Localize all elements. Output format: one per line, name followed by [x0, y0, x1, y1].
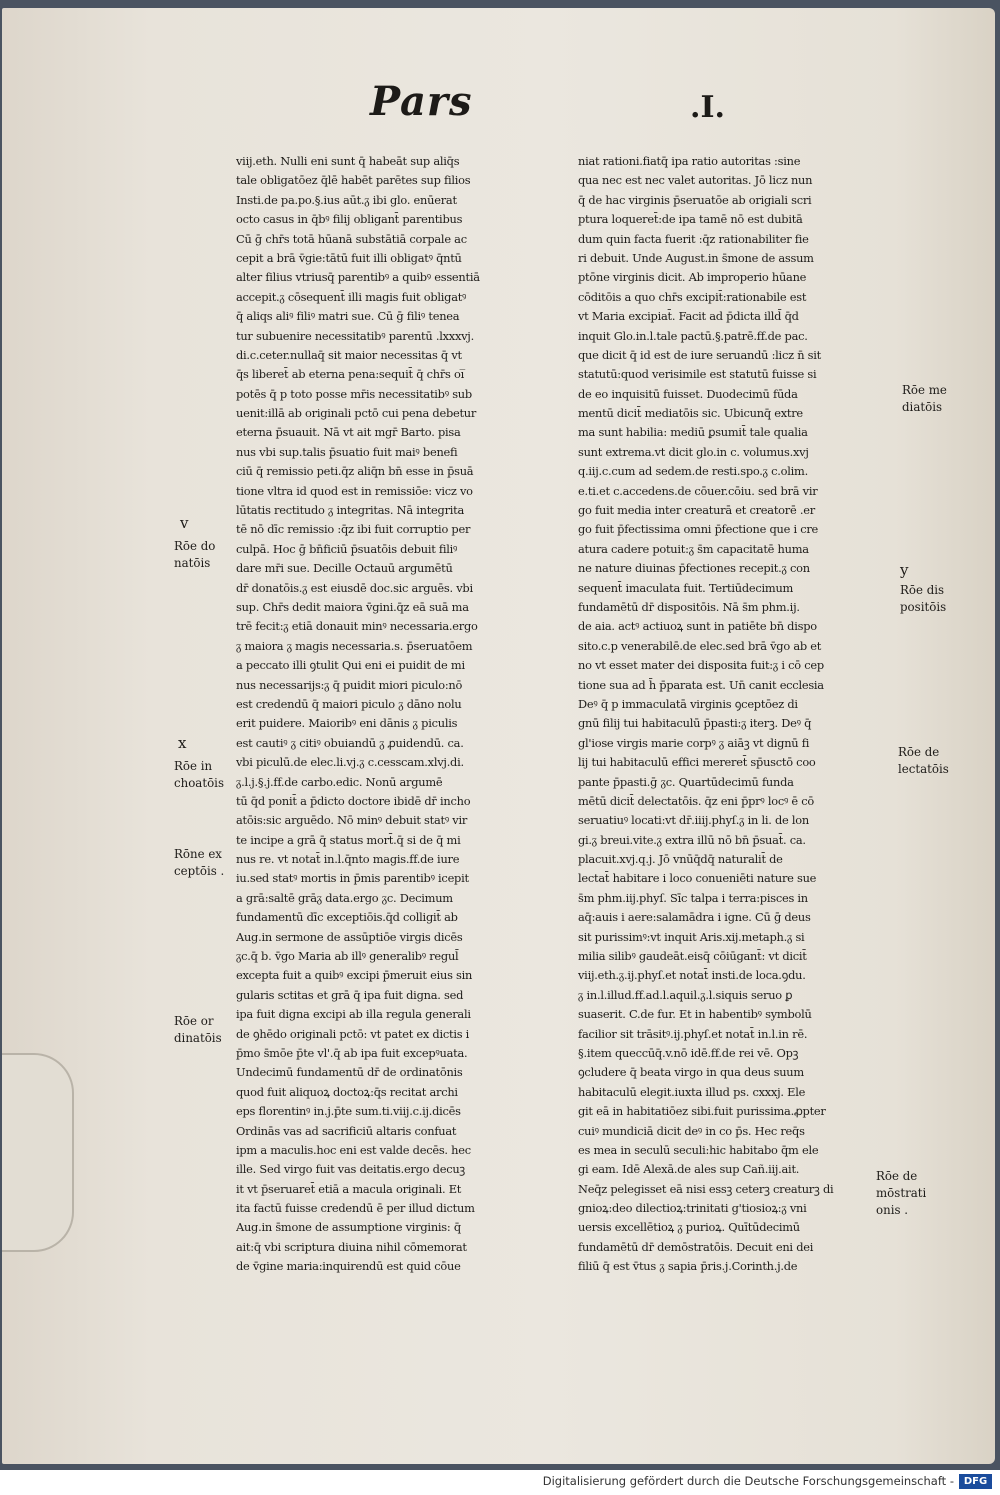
- text-line: tū q̄d ponit̄ a p̄dicto doctore ibidē dr̄ incho: [236, 793, 471, 808]
- text-line: ᵹc.q̄ b. v̄go Maria ab illꝰ generalibꝰ regul̄: [236, 949, 459, 964]
- footer-bar: [0, 1470, 1000, 1495]
- text-line: quod fuit aliquoꝝ doctoꝝ:q̄s recitat archi: [236, 1084, 458, 1099]
- text-line: nus re. vt notat̄ in.l.q̄nto magis.ff.de iure: [236, 852, 460, 867]
- text-line: accepit.ᵹ cōsequent̄ illi magis fuit obligatꝰ: [236, 289, 467, 304]
- text-line: sup. Chr̄s dedit maiora v̄gini.q̄z eā suā ma: [236, 599, 469, 614]
- text-line: Neq̄z pelegisset eā nisi essꝫ ceterꝫ creaturꝫ di: [578, 1181, 834, 1196]
- text-line: ait:q̄ vbi scriptura diuina nihil cōmemorat: [236, 1239, 467, 1254]
- text-line: dare mr̄i sue. Decille Octauū argumētū: [236, 561, 453, 576]
- text-line: eterna p̄suauit. Nā vt ait mgr̄ Barto. pisa: [236, 425, 461, 440]
- text-line: gnioꝝ:deo dilectioꝝ:trinitati g'tiosioꝝ:ᵹ vni: [578, 1201, 807, 1216]
- text-line: a grā:saltē grāᵹ data.ergo ᵹc. Decimum: [236, 890, 453, 905]
- text-line: gnū filij tui habitaculū p̄pasti:ᵹ iterꝫ. Deꝰ q̄: [578, 716, 812, 731]
- text-line: ri debuit. Unde August.in s̄mone de assum: [578, 250, 814, 265]
- text-line: s̄m phm.iij.phyſ. Sīc talpa i terra:pisces in: [578, 890, 808, 905]
- text-line: te incipe a grā q̄ status mort̄.q̄ si de q̄ mi: [236, 832, 461, 847]
- text-line: git eā in habitatiōez sibi.fuit purissima.ꝓpter: [578, 1104, 826, 1119]
- text-line: es mea in seculū seculi:hic habitabo q̄m ele: [578, 1142, 819, 1157]
- footer-credit: Digitalisierung gefördert durch die Deutsche Forschungsgemeinschaft -: [542, 1474, 954, 1488]
- text-line: §.item queccūq̄.v.nō idē.ff.de rei vē. Opꝫ: [578, 1045, 799, 1060]
- text-line: gl'iose virgis marie corpꝰ ᵹ aiāꝫ vt dignū fi: [578, 735, 810, 750]
- marginal-note-right: Rōe de mōstrati onis .: [876, 1169, 927, 1217]
- text-line: octo casus in q̄bꝰ filij obligant̄ parentibus: [236, 212, 463, 227]
- text-line: lūtatis rectitudo ᵹ integritas. Nā integrita: [236, 503, 465, 518]
- text-line: sunt extrema.vt dicit glo.in c. volumus.xvj: [578, 444, 809, 459]
- text-line: ᵹ in.l.illud.ff.ad.l.aquil.ᵹ.l.siquis seruo ꝑ: [578, 987, 793, 1002]
- text-line: tē nō dīc remissio :q̄z ibi fuit corruptio per: [236, 522, 471, 537]
- marginal-note-right: Rōe dis positōis: [900, 583, 947, 614]
- text-line: mētū dicit̄ delectatōis. q̄z eni p̄prꝰ locꝰ ē cō: [578, 793, 815, 808]
- text-line: potēs q̄ p toto posse mr̄is necessitatibꝰ sub: [236, 386, 472, 401]
- text-line: gi.ᵹ breui.vite.ᵹ extra illū nō bn̄ p̄suat̄. ca.: [578, 832, 806, 847]
- text-line: ᵹ.l.j.§.j.ff.de carbo.edic. Nonū argumē: [236, 774, 443, 789]
- text-line: e.ti.et c.accedens.de cōuer.cōiu. sed brā vir: [578, 483, 818, 498]
- text-line: ille. Sed virgo fuit vas deitatis.ergo decuꝫ: [236, 1162, 466, 1177]
- text-line: no vt esset mater dei disposita fuit:ᵹ i cō cep: [578, 658, 824, 673]
- text-line: que dicit q̄ id est de iure seruandū :licz n̄ sit: [578, 347, 821, 362]
- text-line: ꝯcludere q̄ beata virgo in qua deus suum: [578, 1065, 804, 1080]
- text-line: ipa fuit digna excipi ab illa regula generali: [236, 1007, 471, 1022]
- dfg-logo: DFG: [959, 1474, 992, 1489]
- text-line: ma sunt habilia: mediū ꝑsumit̄ tale qualia: [578, 425, 808, 440]
- text-line: viij.eth. Nulli eni sunt q̄ habeāt sup aliq̄s: [236, 154, 460, 168]
- text-line: sit purissimꝰ:vt inquit Aris.xij.metaph.ᵹ si: [578, 929, 805, 944]
- marginal-note-left: Rōe in choatōis: [174, 759, 225, 790]
- text-line: a peccato illi ꝯtulit Qui eni ei puidit de mi: [236, 658, 465, 673]
- text-line: statutū:quod verisimile est statutū fuisse si: [578, 367, 817, 382]
- page-leaf: [2, 8, 995, 1464]
- text-line: ciū q̄ remissio peti.q̄z aliq̄n bn̄ esse in p̄suā: [236, 464, 474, 479]
- text-line: atōis:sic arguēdo. Nō minꝰ debuit statꝰ vir: [236, 813, 468, 828]
- text-line: ptura loqueret̄:de ipa tamē nō est dubitā: [578, 212, 803, 227]
- text-line: pante p̄pasti.ḡ ᵹc. Quartūdecimū funda: [578, 774, 794, 789]
- text-line: go fuit p̄fectissima omni p̄fectione que i cre: [578, 522, 819, 537]
- text-line: tale obligatōez q̄lē habēt parētes sup filios: [236, 173, 471, 188]
- marginal-note-left: x: [178, 734, 187, 752]
- text-line: lij tui habitaculū effici mereret̄ sp̄usctō coo: [578, 755, 816, 770]
- text-line: filiū q̄ est v̄tus ᵹ sapia p̄ris.j.Corinth.j.de: [578, 1259, 798, 1274]
- text-column-right: [578, 152, 896, 1277]
- text-line: it vt p̄seruaret̄ etiā a macula originali. Et: [236, 1181, 462, 1196]
- text-line: inquit Glo.in.l.tale pactū.§.patrē.ff.de pac.: [578, 328, 808, 343]
- text-line: culpā. Hoc ḡ bn̄ficiū p̄suatōis debuit filiꝰ: [236, 541, 458, 556]
- text-line: cuiꝰ mundiciā dicit deꝰ in co p̄s. Hec req̄s: [578, 1123, 805, 1138]
- marginal-note-right: Rōe de lectatōis: [898, 745, 949, 776]
- text-line: habitaculū elegit.iuxta illud ps. cxxxj. Ele: [578, 1084, 806, 1099]
- text-line: q̄ de hac virginis p̄seruatōe ab origiali scri: [578, 192, 812, 207]
- text-line: Deꝰ q̄ p immaculatā virginis ꝯceptōez di: [578, 696, 798, 711]
- text-line: erit puidere. Maioribꝰ eni dānis ᵹ piculis: [236, 716, 458, 731]
- text-line: fundamētū dr̄ dispositōis. Nā s̄m phm.ij.: [578, 599, 800, 614]
- text-line: mentū dicit̄ mediatōis sic. Ubicunq̄ extre: [578, 406, 803, 421]
- running-head-pars: Pars: [370, 78, 473, 125]
- text-line: di.c.ceter.nullaq̄ sit maior necessitas q̄ vt: [236, 347, 462, 362]
- text-line: trē fecit:ᵹ etiā donauit minꝰ necessaria.ergo: [236, 619, 478, 634]
- text-line: gi eam. Idē Alexā.de ales sup Cañ.iij.ait.: [578, 1162, 800, 1177]
- text-line: ita factū fuisse credendū ē per illud dictum: [236, 1201, 475, 1216]
- text-line: suaserit. C.de fur. Et in habentibꝰ symbolū: [578, 1007, 812, 1022]
- text-line: ne nature diuinas p̄fectiones recepit.ᵹ con: [578, 561, 810, 576]
- text-line: tione vltra id quod est in remissiōe: vicz vo: [236, 483, 473, 498]
- text-line: fundamentū dīc exceptiōis.q̄d colligit̄ ab: [236, 910, 458, 925]
- text-line: aq̄:auis i aere:salamādra i igne. Cū ḡ deus: [578, 910, 811, 925]
- text-line: q̄ aliqs aliꝰ filiꝰ matri sue. Cū ḡ filiꝰ tenea: [236, 309, 460, 324]
- text-line: q̄s liberet̄ ab eterna pena:sequit̄ q̄ chr̄s oi̅: [236, 367, 465, 382]
- paper-tab: [2, 1053, 74, 1252]
- marginal-note-left: Rōne ex ceptōis .: [174, 847, 225, 878]
- text-line: dr̄ donatōis.ᵹ est eiusdē doc.sic arguēs. vbi: [236, 580, 473, 595]
- marginal-note-left: Rōe or dinatōis: [174, 1014, 222, 1045]
- text-line: ᵹ maiora ᵹ magis necessaria.s. p̄seruatōem: [236, 638, 473, 653]
- text-line: Insti.de pa.po.§.ius aūt.ᵹ ibi glo. enūerat: [236, 192, 457, 207]
- text-line: cepit a brā v̄gie:tātū fuit illi obligatꝰ q̄ntū: [236, 250, 462, 265]
- text-line: de eo inquisitū fuisset. Duodecimū fūda: [578, 386, 798, 401]
- text-line: sito.c.p venerabilē.de elec.sed brā v̄go ab et: [578, 638, 822, 653]
- text-line: ipm a maculis.hoc eni est valde decēs. hec: [236, 1142, 471, 1157]
- text-line: fundamētū dr̄ demōstratōis. Decuit eni dei: [578, 1239, 814, 1254]
- text-line: qua nec est nec valet autoritas. Jō licz nun: [578, 173, 813, 188]
- text-line: est credendū q̄ maiori piculo ᵹ dāno nolu: [236, 696, 462, 711]
- text-column-left: [236, 152, 554, 1277]
- text-line: iu.sed statꝰ mortis in p̄mis parentibꝰ icepit: [236, 871, 469, 886]
- text-line: de aia. actꝰ actiuoꝝ sunt in patiēte bn̄ dispo: [578, 619, 817, 634]
- text-line: uersis excellētioꝝ ᵹ purioꝝ. Quītūdecimū: [578, 1220, 800, 1235]
- running-head-number: .I.: [690, 90, 725, 125]
- text-line: cōditōis a quo chr̄s excipit̄:rationabile est: [578, 289, 807, 304]
- text-line: nus necessarijs:ᵹ q̄ puidit miori piculo:nō: [236, 677, 463, 692]
- text-line: eps florentinꝰ in.j.p̄te sum.ti.viij.c.ij.dicēs: [236, 1104, 461, 1119]
- text-line: milia silibꝰ gaudeāt.eisq̄ cōiūgant̄: vt dicit̄: [578, 949, 807, 964]
- marginal-note-left: Rōe do natōis: [174, 539, 216, 570]
- text-line: Aug.in s̄mone de assumptione virginis: q̄: [236, 1220, 461, 1235]
- text-line: q.iij.c.cum ad sedem.de resti.spo.ᵹ c.olim.: [578, 464, 808, 479]
- text-line: Undecimū fundamentū dr̄ de ordinatōnis: [236, 1065, 463, 1080]
- text-line: viij.eth.ᵹ.ij.phyſ.et notat̄ insti.de loca.ꝯdu.: [578, 968, 806, 983]
- text-line: est cautiꝰ ᵹ citiꝰ obuiandū ᵹ ꝓuidendū. ca.: [236, 735, 464, 750]
- text-line: excepta fuit a quibꝰ excipi p̄meruit eius sin: [236, 968, 473, 983]
- marginal-note-right: y: [900, 561, 909, 579]
- text-line: lectat̄ habitare i loco conueniēti nature sue: [578, 871, 817, 886]
- text-line: atura cadere potuit:ᵹ s̄m capacitatē huma: [578, 541, 809, 556]
- text-line: facilior sit trāsitꝰ.ij.phyſ.et notat̄ in.l.in rē.: [578, 1026, 808, 1041]
- text-line: sequent̄ imaculata fuit. Tertiūdecimum: [578, 580, 794, 595]
- text-line: Ordinās vas ad sacrificiū altaris confuat: [236, 1123, 457, 1138]
- text-line: placuit.xvj.q.j. Jō vnūq̄dq̄ naturalit̄ de: [578, 852, 783, 867]
- text-line: tur subuenire necessitatibꝰ parentū .lxxxvj.: [236, 328, 474, 343]
- text-line: gularis sctitas et grā q̄ ipa fuit digna. sed: [236, 987, 464, 1002]
- text-line: dum quin facta fuerit :q̄z rationabiliter fie: [578, 231, 809, 246]
- text-line: p̄mo s̄mōe p̄te vl'.q̄ ab ipa fuit excepꝰuata.: [236, 1045, 468, 1060]
- text-line: uenit:illā ab originali pctō cui pena debetur: [236, 406, 477, 421]
- text-line: de v̄gine maria:inquirendū est quid cōue: [236, 1259, 461, 1274]
- text-line: Aug.in sermone de assūptiōe virgis dicēs: [236, 929, 463, 944]
- text-line: nus vbi sup.talis p̄suatio fuit maiꝰ benefi: [236, 444, 458, 459]
- marginal-note-left: v: [180, 514, 189, 532]
- text-line: go fuit media inter creaturā et creatorē .er: [578, 503, 815, 518]
- text-line: niat rationi.fiatq̄ ipa ratio autoritas :sine: [578, 154, 801, 168]
- marginal-note-right: Rōe me diatōis: [902, 383, 947, 414]
- text-line: vbi piculū.de elec.li.vj.ᵹ c.cesscam.xlvj.di.: [236, 755, 464, 770]
- text-line: seruatiuꝰ locati:vt dr̄.iiij.phyſ.ᵹ in li. de lon: [578, 813, 809, 828]
- text-line: Cū ḡ chr̄s totā hūanā substātiā corpale ac: [236, 231, 467, 246]
- text-line: vt Maria excipiat̄. Facit ad p̄dicta illd̄ q̄d: [578, 309, 799, 324]
- text-line: tione sua ad h̄ p̄parata est. Un̄ canit ecclesia: [578, 677, 824, 692]
- text-line: ptōne virginis dicit. Ab improperio hūane: [578, 270, 807, 285]
- text-line: de ꝯhēdo originali pctō: vt patet ex dictis i: [236, 1026, 470, 1041]
- text-line: alter filius vtriusq̄ parentibꝰ a quibꝰ essentiā: [236, 270, 480, 285]
